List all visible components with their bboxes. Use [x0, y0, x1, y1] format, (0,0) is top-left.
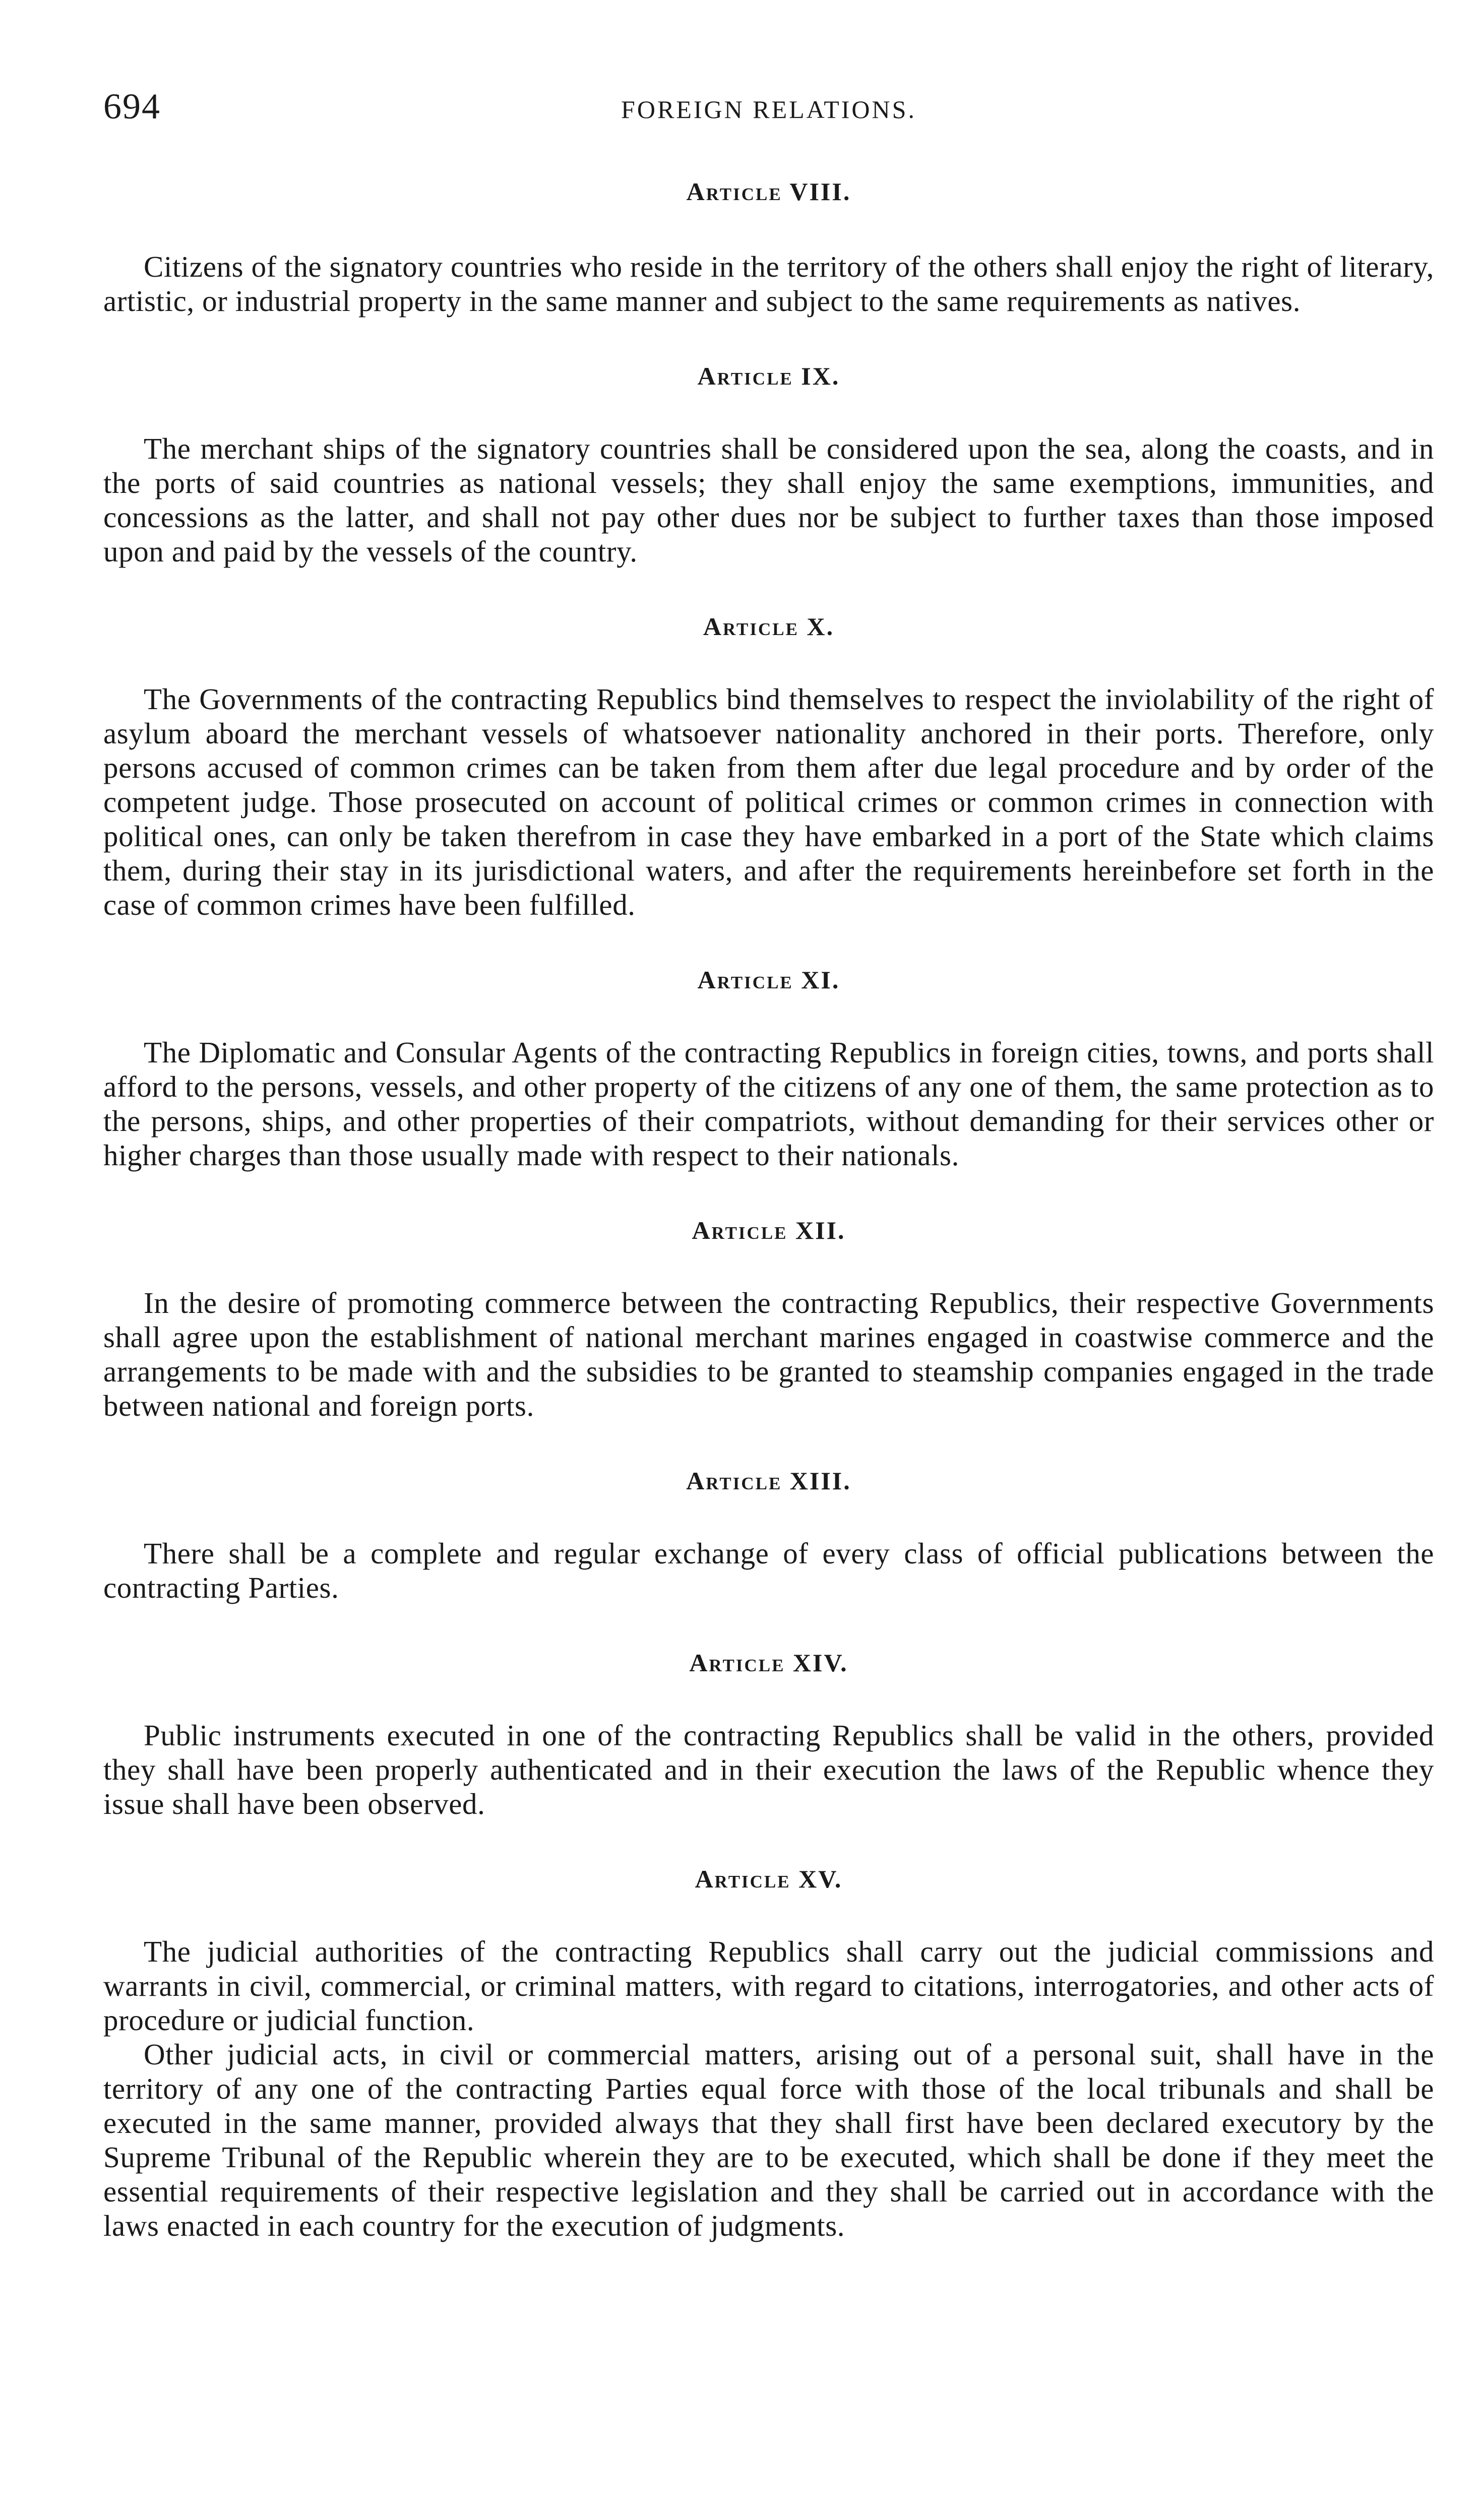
- article-paragraph: Public instruments executed in one of the contracting Republics shall be valid in the others, provided they shall have been properly authenticated and in their execution the laws of the Republic whence they issue shall have been observed.: [103, 1719, 1434, 1820]
- article-paragraph: The Diplomatic and Consular Agents of the contracting Republics in foreign cities, towns, and ports shall afford to the persons, vessels, and other property of the citizens of any one of them, the same protection as to the persons, ships, and other properties of their compatriots, without demanding for their services other or higher charges than those usually made with respect to their nationals.: [103, 1036, 1434, 1172]
- article-heading: Article XII.: [692, 1216, 846, 1244]
- article-viii: [103, 176, 1434, 318]
- article-heading: Article XI.: [697, 966, 840, 994]
- running-title: FOREIGN RELATIONS.: [621, 95, 916, 123]
- article-heading: Article X.: [703, 612, 835, 641]
- article-heading: Article XV.: [695, 1865, 843, 1893]
- article-heading: Article IX.: [697, 362, 840, 390]
- article-paragraph: The judicial authorities of the contracting Republics shall carry out the judicial commissions and warrants in civil, commercial, or criminal matters, with regard to citations, interrogatories, and other acts of procedure or judicial function.: [103, 1935, 1434, 2037]
- article-paragraph: The merchant ships of the signatory countries shall be considered upon the sea, along the coasts, and in the ports of said countries as national vessels; they shall enjoy the same exemptions, immunities, and concessions as the latter, and shall not pay other dues nor be subject to further taxes than those imposed upon and paid by the vessels of the country.: [103, 432, 1434, 568]
- article-heading: Article VIII.: [686, 177, 851, 206]
- article-paragraph: Other judicial acts, in civil or commercial matters, arising out of a personal suit, shall have in the territory of any one of the contracting Parties equal force with those of the local tribunals and shall be executed in the same manner, provided always that they shall first have been declared executory by the Supreme Tribunal of the Republic wherein they are to be executed, which shall be done if they meet the essential requirements of their respective legislation and they shall be carried out in accordance with the laws enacted in each country for the execution of judgments.: [103, 2038, 1434, 2242]
- article-xv: [103, 1864, 1434, 2243]
- running-head: [103, 86, 1434, 141]
- article-paragraph: In the desire of promoting commerce between the contracting Republics, their respective Governments shall agree upon the establishment of national merchant marines engaged in coastwise commerce and the arrangements to be made with and the subsidies to be granted to steamship companies engaged in the trade between national and foreign ports.: [103, 1286, 1434, 1422]
- article-paragraph: The Governments of the contracting Republics bind themselves to respect the inviolability of the right of asylum aboard the merchant vessels of whatsoever nationality anchored in their ports. Therefore, only persons accused of common crimes can be taken from them after due legal procedure and by order of the competent judge. Those prosecuted on account of political crimes or common crimes in connection with political ones, can only be taken therefrom in case they have embarked in a port of the State which claims them, during their stay in its jurisdictional waters, and after the requirements hereinbefore set forth in the case of common crimes have been fulfilled.: [103, 682, 1434, 921]
- document-page: [103, 86, 1434, 2243]
- article-paragraph: Citizens of the signatory countries who reside in the territory of the others shall enjoy the right of literary, artistic, or industrial property in the same manner and subject to the same requirements as natives.: [103, 250, 1434, 318]
- article-x: [103, 611, 1434, 922]
- article-heading: Article XIII.: [686, 1467, 851, 1495]
- article-xi: [103, 965, 1434, 1172]
- article-xii: [103, 1215, 1434, 1423]
- article-xiv: [103, 1648, 1434, 1821]
- article-heading: Article XIV.: [689, 1649, 848, 1677]
- article-xiii: [103, 1466, 1434, 1605]
- article-ix: [103, 361, 1434, 569]
- page-number: 694: [103, 86, 161, 127]
- article-paragraph: There shall be a complete and regular exchange of every class of official publications between the contracting Parties.: [103, 1537, 1434, 1604]
